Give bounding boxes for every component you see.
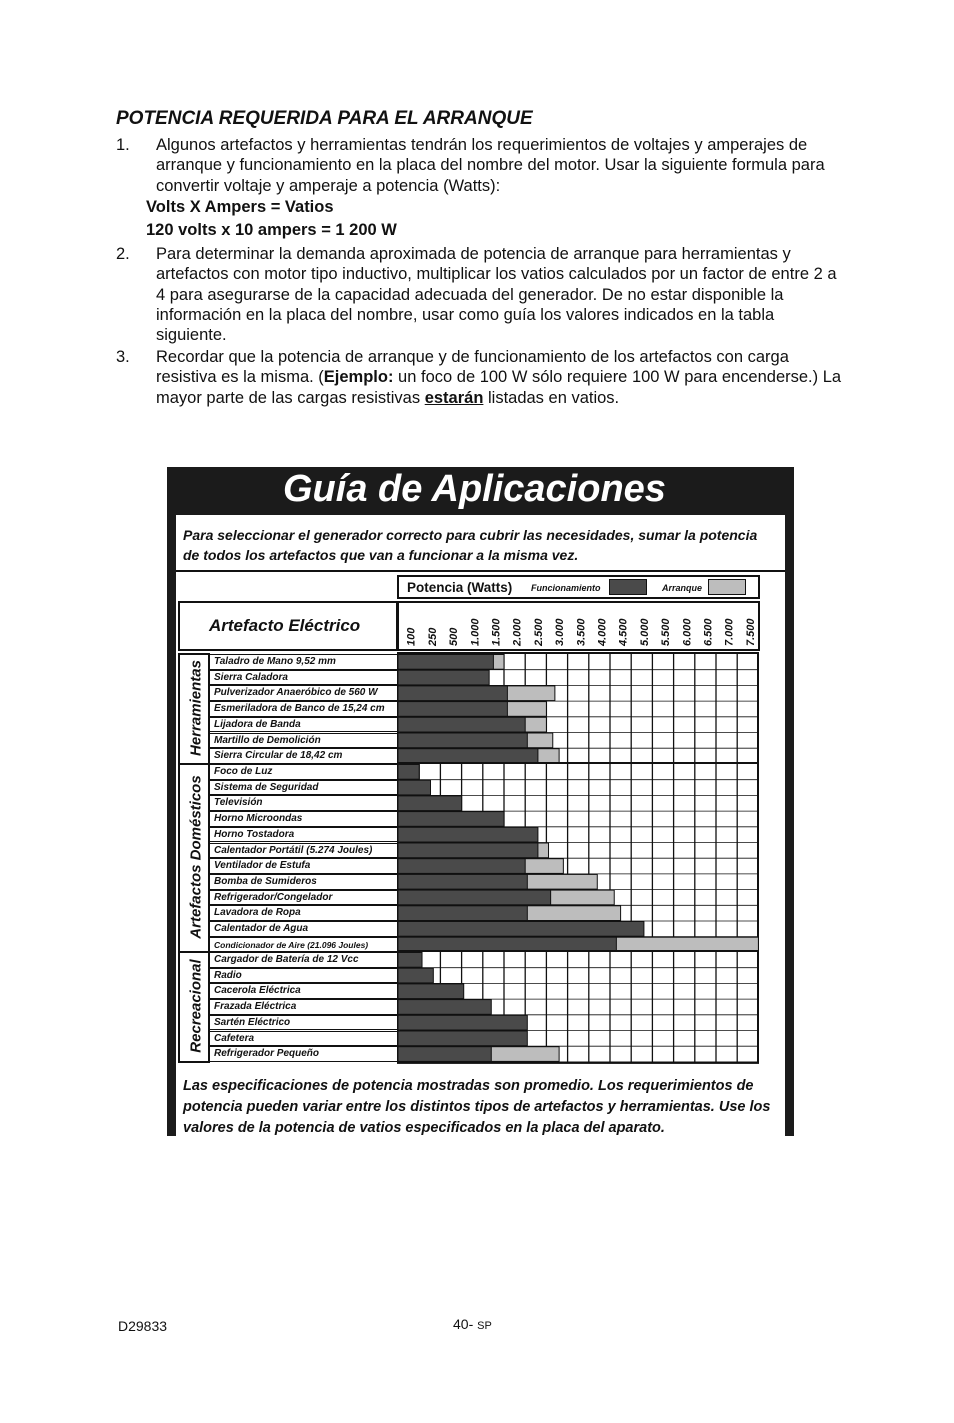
tick-label: 7.000 <box>723 618 736 646</box>
column-header: Artefacto Eléctrico <box>209 616 361 635</box>
running-bar <box>398 874 527 889</box>
running-bar <box>398 765 419 780</box>
tick-label: 250 <box>426 627 439 646</box>
appliance-label: Cargador de Batería de 12 Vcc <box>210 952 398 968</box>
tick-label: 7.500 <box>744 618 757 646</box>
tick-label: 5.000 <box>638 618 651 646</box>
formula-line: Volts X Ampers = Vatios <box>146 198 334 216</box>
running-bar <box>398 1000 491 1015</box>
appliance-label: Pulverizador Anaeróbico de 560 W <box>210 685 398 701</box>
appliance-label: Cafetera <box>210 1031 398 1047</box>
running-bar <box>398 922 644 937</box>
running-bar <box>398 780 431 795</box>
appliance-label: Frazada Eléctrica <box>210 999 398 1015</box>
tick-label: 2.000 <box>511 618 524 646</box>
appliance-label: Bomba de Sumideros <box>210 874 398 890</box>
running-bar <box>398 733 527 748</box>
running-bar <box>398 859 525 874</box>
document-code: D29833 <box>118 1318 168 1334</box>
running-bar <box>398 717 525 732</box>
item-number: 2. <box>116 245 130 263</box>
running-bar <box>398 937 616 952</box>
appliance-label: Foco de Luz <box>210 764 398 780</box>
item-text: Algunos artefactos y herramientas tendrán los requerimientos de voltajes y amperajes de arranque y funcionamiento en la placa del nombre del motor. Usar la siguiente formula para convertir voltaje y amperaje a potencia (Watts): <box>156 136 825 195</box>
running-bar <box>398 796 462 811</box>
appliance-label: Sierra Caladora <box>210 670 398 686</box>
appliance-label: Horno Microondas <box>210 811 398 827</box>
appliance-label: Lijadora de Banda <box>210 717 398 733</box>
appliance-label: Sartén Eléctrico <box>210 1015 398 1031</box>
running-bar <box>398 906 527 921</box>
appliance-label: Taladro de Mano 9,52 mm <box>210 654 398 670</box>
running-bar <box>398 655 493 670</box>
tick-label: 500 <box>448 627 461 646</box>
appliance-label: Refrigerador/Congelador <box>210 890 398 906</box>
running-bar <box>398 953 422 968</box>
category-label: Herramientas <box>187 659 205 756</box>
running-bar <box>398 670 489 685</box>
legend-title: Potencia (Watts) <box>407 580 513 595</box>
running-bar <box>398 968 433 983</box>
item-text: Para determinar la demanda aproximada de potencia de arranque para herramientas y artefactos con motor tipo inductivo, multiplicar los vatios calculados por un factor de entre 2 a 4 para asegurarse de la capacidad adecuada del generador. De no estar disponible la información en la placa del nombre, usar como guía los valores indicados en la tabla siguiente. <box>156 245 837 345</box>
running-bar <box>398 843 538 858</box>
running-bar <box>398 827 538 842</box>
category-label: Artefactos Domésticos <box>187 775 205 939</box>
tick-label: 3.000 <box>554 618 567 646</box>
appliance-label: Calentador de Agua <box>210 921 398 937</box>
page-number: 40- SP <box>453 1316 492 1332</box>
appliance-label: Ventilador de Estufa <box>210 858 398 874</box>
running-bar <box>398 890 551 905</box>
running-bar <box>398 702 507 717</box>
appliance-label: Martillo de Demolición <box>210 733 398 749</box>
appliance-label: Sierra Circular de 18,42 cm <box>210 748 398 764</box>
tick-label: 5.500 <box>660 618 673 646</box>
legend-running-label: Funcionamiento <box>531 583 601 593</box>
appliance-label: Refrigerador Pequeño <box>210 1046 398 1062</box>
tick-label: 2.500 <box>532 618 545 646</box>
tick-label: 3.500 <box>575 618 588 646</box>
appliance-label: Radio <box>210 968 398 984</box>
tick-label: 4.500 <box>617 618 630 646</box>
tick-label: 1.500 <box>490 618 503 646</box>
item-text: Recordar que la potencia de arranque y de funcionamiento de los artefactos con carga resistiva es la misma. (Ejemplo: un foco de 100 W sólo requiere 100 W para encenderse.) La mayor parte de las cargas resistivas estarán listadas en vatios. <box>156 348 842 407</box>
guide-title: Guía de Aplicaciones <box>283 468 666 510</box>
item-number: 1. <box>116 136 130 154</box>
running-bar <box>398 686 507 701</box>
appliance-label: Calentador Portátil (5.274 Joules) <box>210 843 398 859</box>
item-number: 3. <box>116 348 130 366</box>
appliance-label: Cacerola Eléctrica <box>210 983 398 999</box>
appliance-label: Televisión <box>210 795 398 811</box>
appliance-label: Condicionador de Aire (21.096 Joules) <box>210 937 398 953</box>
legend-starting-label: Arranque <box>662 583 703 593</box>
guide-footnote: Las especificaciones de potencia mostradas son promedio. Los requerimientos de potencia pueden variar entre los distintos tipos de artefactos y herramientas. Use los valores de la potencia de vatios especificados en la placa del aparato. <box>183 1078 771 1136</box>
section-title: POTENCIA REQUERIDA PARA EL ARRANQUE <box>116 108 533 129</box>
guide-intro: Para seleccionar el generador correcto para cubrir las necesidades, sumar la potencia de todos los artefactos que van a funcionar a la misma vez. <box>183 527 758 563</box>
running-bar <box>398 812 504 827</box>
appliance-label: Sistema de Seguridad <box>210 780 398 796</box>
tick-label: 6.000 <box>681 618 694 646</box>
tick-label: 4.000 <box>596 618 609 646</box>
running-bar <box>398 1047 491 1062</box>
category-label: Recreacional <box>187 959 205 1053</box>
appliance-label: Horno Tostadora <box>210 827 398 843</box>
running-bar <box>398 1015 527 1030</box>
tick-label: 6.500 <box>702 618 715 646</box>
appliance-label: Esmeriladora de Banco de 15,24 cm <box>210 701 398 717</box>
tick-label: 100 <box>405 627 418 646</box>
running-bar <box>398 1031 527 1046</box>
running-bar <box>398 749 538 764</box>
formula-example: 120 volts x 10 ampers = 1 200 W <box>146 221 397 239</box>
appliance-label: Lavadora de Ropa <box>210 905 398 921</box>
running-bar <box>398 984 464 999</box>
tick-label: 1.000 <box>469 618 482 646</box>
